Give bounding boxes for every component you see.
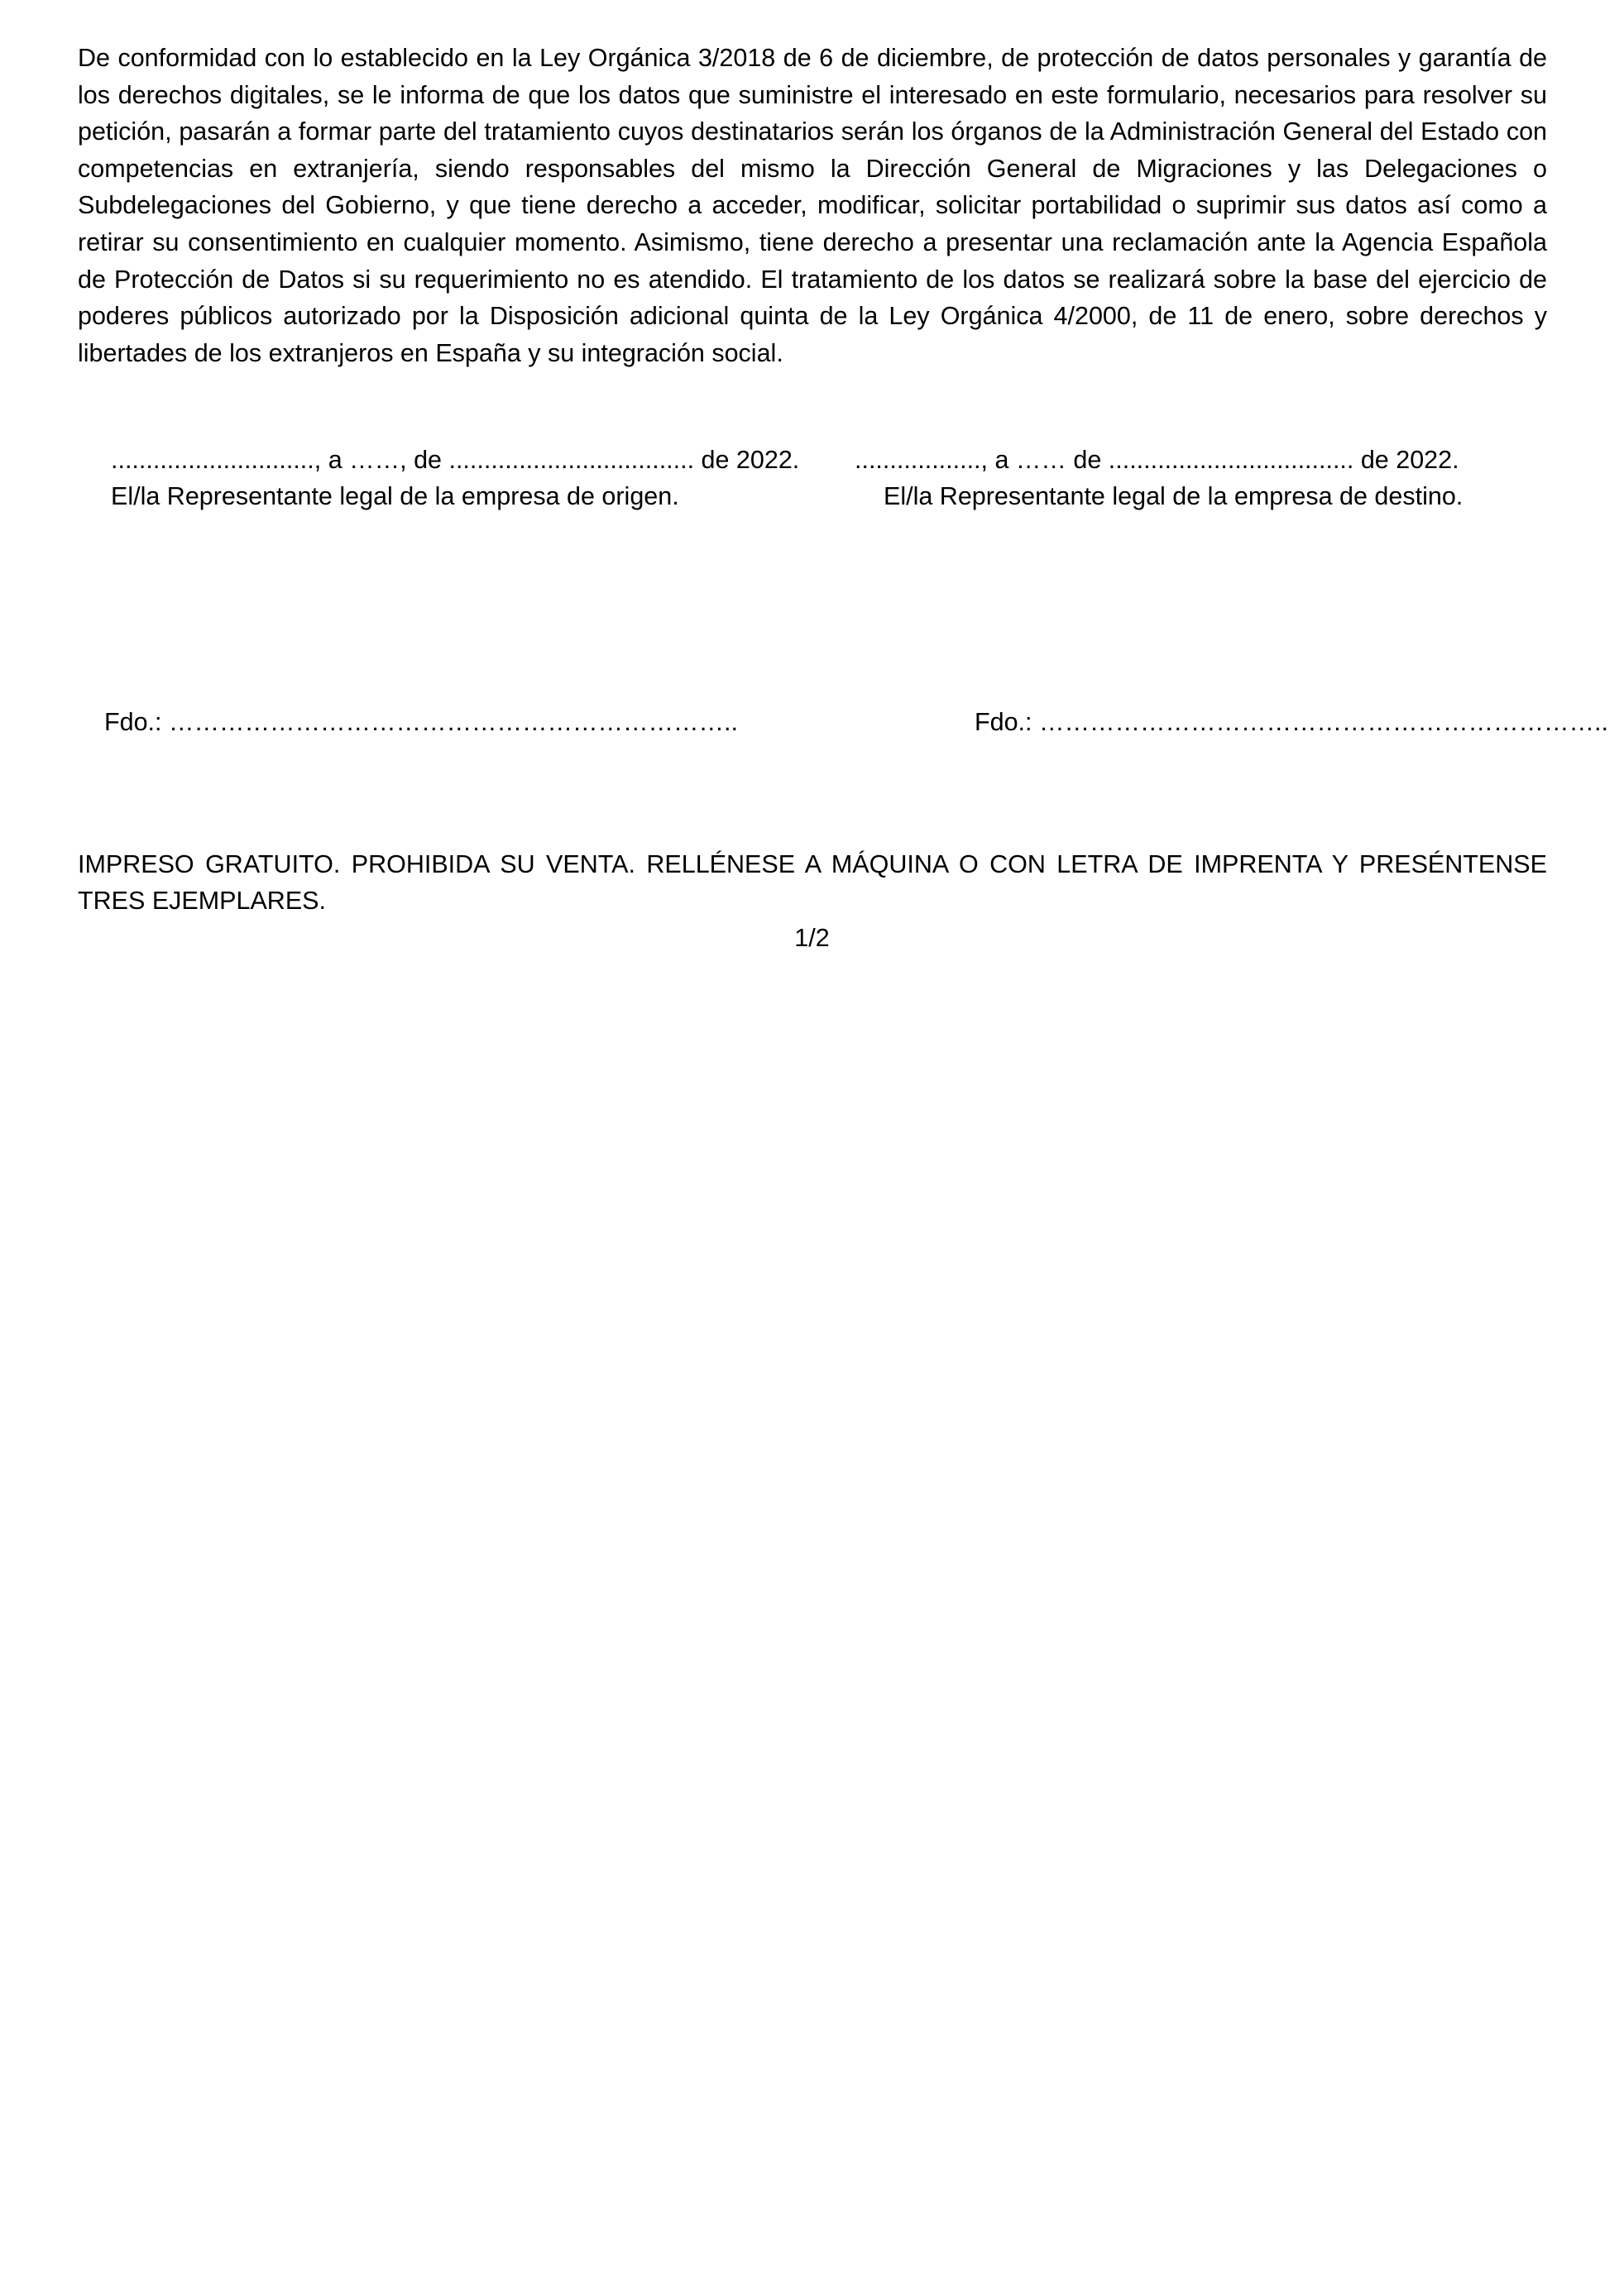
- destination-representative-label: El/la Representante legal de la empresa de destino.: [884, 482, 1464, 510]
- free-form-notice: IMPRESO GRATUITO. PROHIBIDA SU VENTA. RELLÉNESE A MÁQUINA O CON LETRA DE IMPRENTA Y PRESÉNTENSE TRES EJEMPLARES.: [78, 850, 1547, 915]
- origin-signature-line: Fdo.: …………………………………………………………..: [104, 708, 738, 736]
- destination-date-line: .................., a …… de ................................... de 2022.: [855, 446, 1459, 474]
- origin-date-line: ............................., a ……, de ................................... de 2022.: [111, 446, 800, 474]
- privacy-notice-paragraph: De conformidad con lo establecido en la Ley Orgánica 3/2018 de 6 de diciembre, de protección de datos personales y garantía de los derechos digitales, se le informa de que los datos que suministre el interesado en este formulario, necesarios para resolver su petición, pasarán a formar parte del tratamiento cuyos destinatarios serán los órganos de la Administración General del Estado con competencias en extranjería, siendo responsables del mismo la Dirección General de Migraciones y las Delegaciones o Subdelegaciones del Gobierno, y que tiene derecho a acceder, modificar, solicitar portabilidad o suprimir sus datos así como a retirar su consentimiento en cualquier momento. Asimismo, tiene derecho a presentar una reclamación ante la Agencia Española de Protección de Datos si su requerimiento no es atendido. El tratamiento de los datos se realizará sobre la base del ejercicio de poderes públicos autorizado por la Disposición adicional quinta de la Ley Orgánica 4/2000, de 11 de enero, sobre derechos y libertades de los extranjeros en España y su integración social.: [78, 44, 1547, 367]
- page-number: 1/2: [794, 924, 830, 952]
- destination-signature-line: Fdo.: …………………………………………………………..: [975, 708, 1608, 736]
- origin-representative-label: El/la Representante legal de la empresa de origen.: [111, 482, 679, 510]
